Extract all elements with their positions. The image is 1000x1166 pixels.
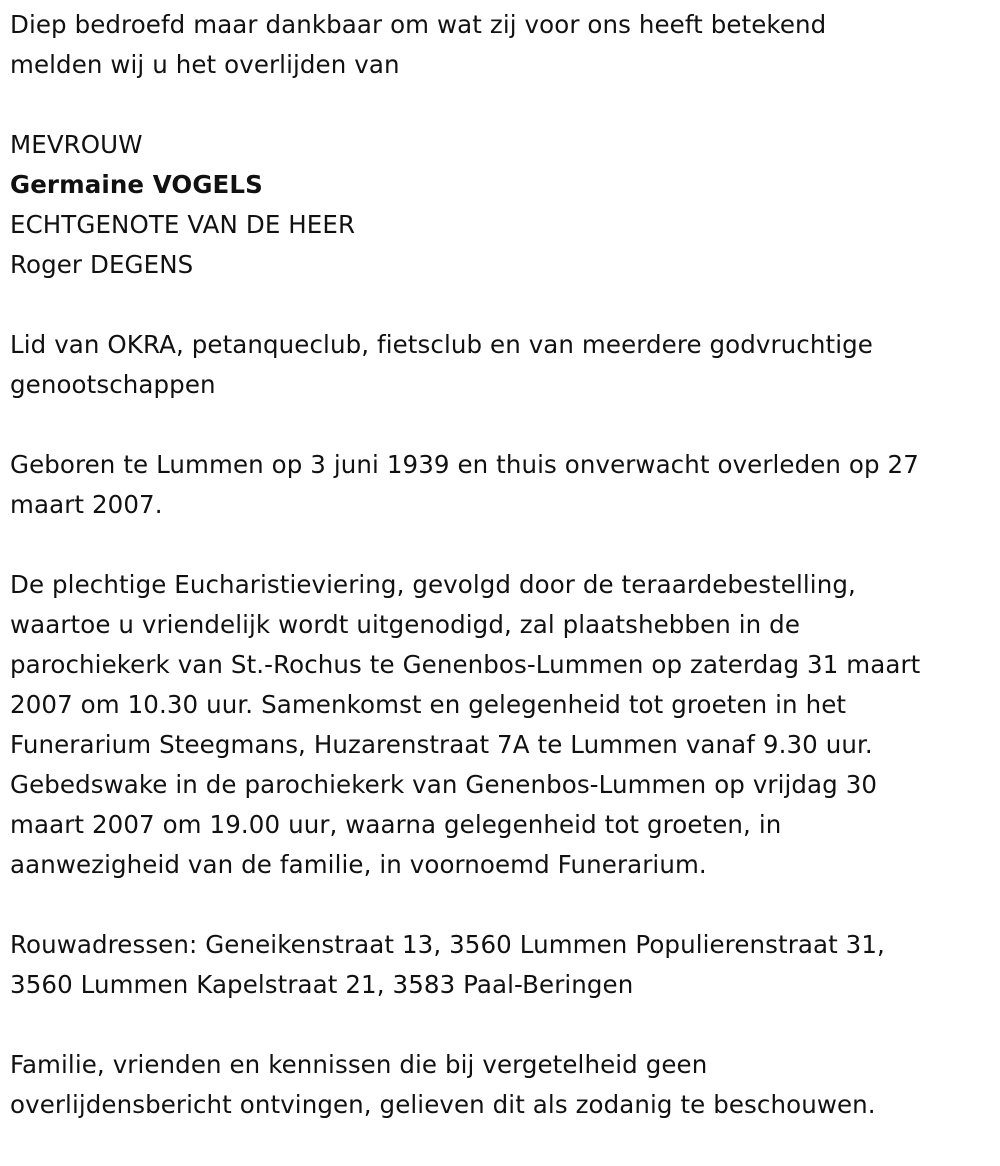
closing-paragraph bbox=[10, 1045, 994, 1125]
title: MEVROUW bbox=[10, 130, 143, 159]
spacer bbox=[10, 405, 994, 445]
intro-line: melden wij u het overlijden van bbox=[10, 50, 400, 79]
ceremony-line: Funerarium Steegmans, Huzarenstraat 7A te Lummen vanaf 9.30 uur. bbox=[10, 730, 873, 759]
closing-line: Familie, vrienden en kennissen die bij vergetelheid geen bbox=[10, 1050, 708, 1079]
address-line: 3560 Lummen Kapelstraat 21, 3583 Paal-Beringen bbox=[10, 970, 634, 999]
closing-line: overlijdensbericht ontvingen, gelieven dit als zodanig te beschouwen. bbox=[10, 1090, 876, 1119]
addresses-paragraph bbox=[10, 925, 994, 1005]
membership-paragraph bbox=[10, 325, 994, 405]
birth-death-line: maart 2007. bbox=[10, 490, 163, 519]
ceremony-line: waartoe u vriendelijk wordt uitgenodigd, zal plaatshebben in de bbox=[10, 610, 801, 639]
address-line: Rouwadressen: Geneikenstraat 13, 3560 Lummen Populierenstraat 31, bbox=[10, 930, 885, 959]
intro-line: Diep bedroefd maar dankbaar om wat zij voor ons heeft betekend bbox=[10, 10, 827, 39]
ceremony-line: De plechtige Eucharistieviering, gevolgd door de teraardebestelling, bbox=[10, 570, 856, 599]
relation: ECHTGENOTE VAN DE HEER bbox=[10, 210, 356, 239]
spacer bbox=[10, 1005, 994, 1045]
spacer bbox=[10, 525, 994, 565]
spacer bbox=[10, 85, 994, 125]
spacer bbox=[10, 285, 994, 325]
intro-paragraph bbox=[10, 5, 994, 85]
ceremony-line: Gebedswake in de parochiekerk van Genenbos-Lummen op vrijdag 30 bbox=[10, 770, 878, 799]
ceremony-line: 2007 om 10.30 uur. Samenkomst en gelegenheid tot groeten in het bbox=[10, 690, 847, 719]
death-notice bbox=[10, 5, 994, 1125]
membership-line: Lid van OKRA, petanqueclub, fietsclub en van meerdere godvruchtige bbox=[10, 330, 873, 359]
birth-death-line: Geboren te Lummen op 3 juni 1939 en thuis onverwacht overleden op 27 bbox=[10, 450, 919, 479]
deceased-name: Germaine VOGELS bbox=[10, 170, 263, 199]
membership-line: genootschappen bbox=[10, 370, 216, 399]
ceremony-paragraph bbox=[10, 565, 994, 885]
ceremony-line: aanwezigheid van de familie, in voornoemd Funerarium. bbox=[10, 850, 707, 879]
name-block bbox=[10, 125, 994, 285]
spacer bbox=[10, 885, 994, 925]
ceremony-line: maart 2007 om 19.00 uur, waarna gelegenheid tot groeten, in bbox=[10, 810, 782, 839]
spouse-name: Roger DEGENS bbox=[10, 250, 194, 279]
birth-death-paragraph bbox=[10, 445, 994, 525]
ceremony-line: parochiekerk van St.-Rochus te Genenbos-Lummen op zaterdag 31 maart bbox=[10, 650, 921, 679]
